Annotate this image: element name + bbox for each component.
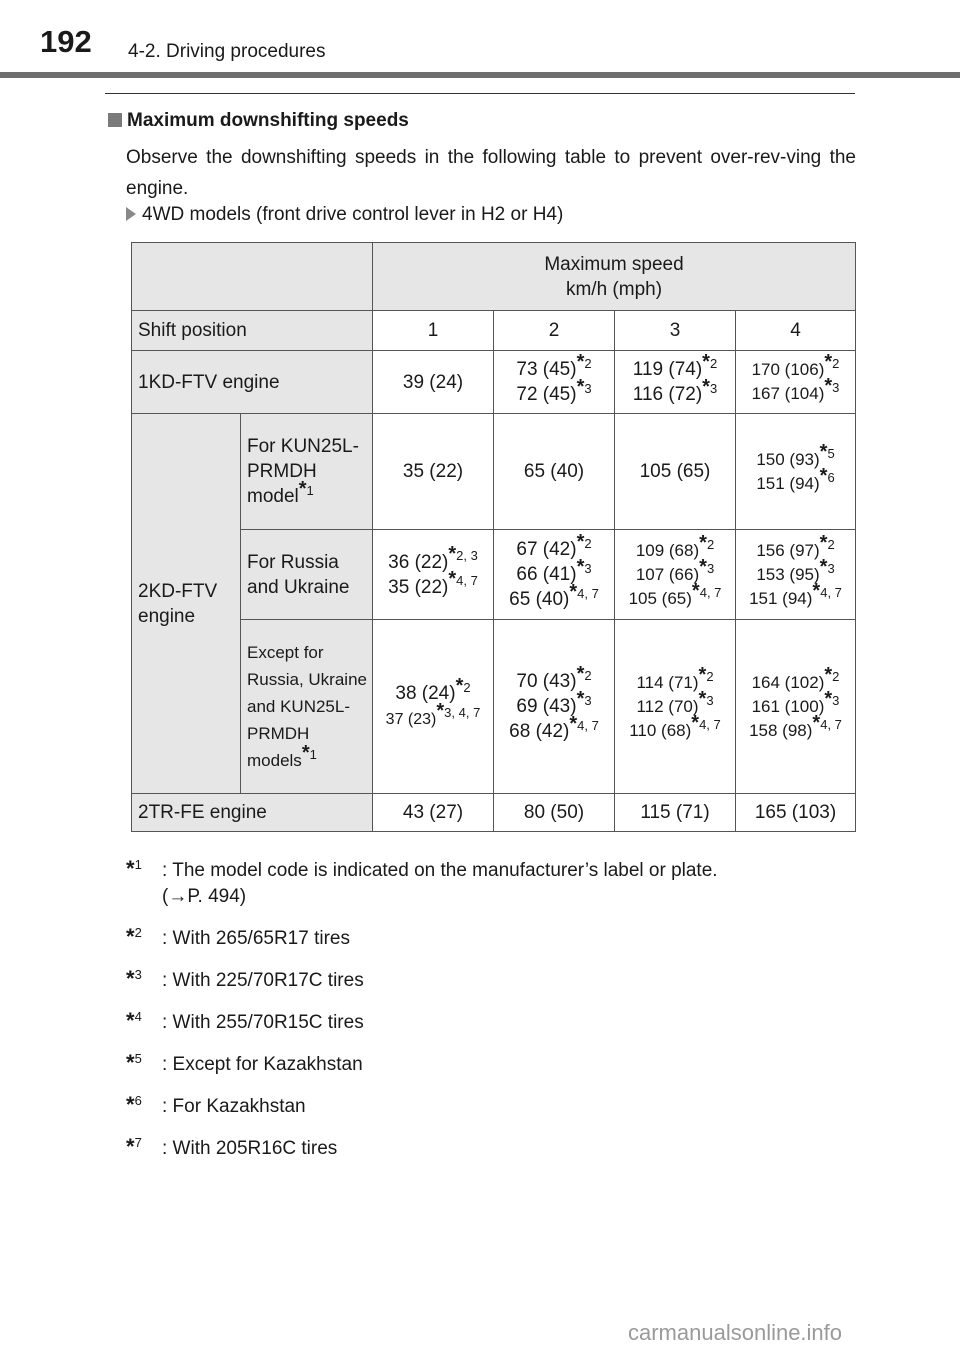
r4-c2: 70 $(43)^{*2}$ 69 $(43)^{*3}$ 68 $(42)^{*4, 7}$ [494,620,615,794]
section-intro: Observe the downshifting speeds in the following table to prevent over-rev-ving the engine. [126,147,856,199]
r4-c4: 164 $(102)^{*2}$ 161 $(100)^{*3}$ 158 $(98)^{*4, 7}$ [736,620,856,794]
downshift-speed-table [131,242,856,832]
r4-c1: 38 $(24)^{*2}$ 37 $(23)^{*3, 4, 7}$ [373,620,494,794]
header-unit: km/h (mph) [565,278,663,300]
table-row-2tr [132,794,856,832]
shift-col-2: 2 [494,311,615,351]
footnote-1: *$^1$ : The model code is indicated on the manufacturer’s label or plate. (→P. 494) [126,856,718,907]
r2-c4: 150 $(93)^{*5}$ 151 $(94)^{*6}$ [736,414,856,530]
r1-c2: 73 $(45)^{*2}$ 72 $(45)^{*3}$ [494,351,615,414]
shift-col-1: 1 [373,311,494,351]
r3-c3: 109 $(68)^{*2}$ 107 $(66)^{*3}$ 105 $(65)^{*4, 7}$ [615,530,736,620]
shift-col-4: 4 [736,311,856,351]
variant-russia-ukraine: For Russia and Ukraine [241,530,373,620]
table-row-except [132,620,856,794]
r2-c1: 35 (22) [373,414,494,530]
page-number: 192 [40,24,92,59]
r2-c3: 105 (65) [615,414,736,530]
variant-except: Except for Russia, Ukraine and KUN25L-PRMDH models$^{*1}$ [241,620,373,794]
header-corner-cell [132,243,373,311]
shift-position-row [132,311,856,351]
header-divider [0,72,960,78]
footnote-4: *$^4$ : With 255/70R15C tires [126,1008,364,1033]
square-bullet-icon [108,113,122,127]
variant-kun25l: For KUN25L-PRMDH model$^{*1}$ [241,414,373,530]
footnote-3: *$^3$ : With 225/70R17C tires [126,966,364,991]
table-row-russia-ukraine [132,530,856,620]
r5-c3: 115 (71) [615,794,736,832]
section-title [108,110,409,132]
footnote-6: *$^6$ : For Kazakhstan [126,1092,306,1117]
r3-c1: 36 $(22)^{*2, 3}$ 35 $(22)^{*4, 7}$ [373,530,494,620]
footnote-5: *$^5$ : Except for Kazakhstan [126,1050,363,1075]
r3-c2: 67 $(42)^{*2}$ 66 $(41)^{*3}$ 65 $(40)^{*4, 7}$ [494,530,615,620]
chapter-title: 4-2. Driving procedures [128,41,326,62]
r3-c4: 156 $(97)^{*2}$ 153 $(95)^{*3}$ 151 $(94)^{*4, 7}$ [736,530,856,620]
r1-c3: 119 $(74)^{*2}$ 116 $(72)^{*3}$ [615,351,736,414]
engine-1kd-label: 1KD-FTV engine [132,351,373,414]
triangle-bullet-icon [126,207,136,221]
table-subtitle-text: 4WD models (front drive control lever in H2 or H4) [142,204,564,225]
footnote-2: *$^2$ : With 265/65R17 tires [126,924,350,949]
r1-c4: 170 $(106)^{*2}$ 167 $(104)^{*3}$ [736,351,856,414]
r5-c4: 165 (103) [736,794,856,832]
engine-2tr-label: 2TR-FE engine [132,794,373,832]
page-header [0,0,960,74]
engine-2kd-label: 2KD-FTV engine [132,414,241,794]
table-row-kun25l [132,414,856,530]
section-divider [105,93,855,94]
header-max-speed-cell [373,243,856,311]
table-header-row [132,243,856,311]
r5-c1: 43 (27) [373,794,494,832]
r1-c1: 39 (24) [373,351,494,414]
shift-position-label: Shift position [132,311,373,351]
r4-c3: 114 $(71)^{*2}$ 112 $(70)^{*3}$ 110 $(68)^{*4, 7}$ [615,620,736,794]
watermark-link[interactable]: carmanualsonline.info [628,1320,843,1345]
table-row-1kd [132,351,856,414]
footnote-7: *$^7$ : With 205R16C tires [126,1134,338,1159]
table-subtitle [126,204,563,226]
shift-col-3: 3 [615,311,736,351]
footnotes [126,852,718,1172]
r2-c2: 65 (40) [494,414,615,530]
header-title: Maximum speed [544,253,684,275]
section-title-text: Maximum downshifting speeds [127,110,409,131]
r5-c2: 80 (50) [494,794,615,832]
